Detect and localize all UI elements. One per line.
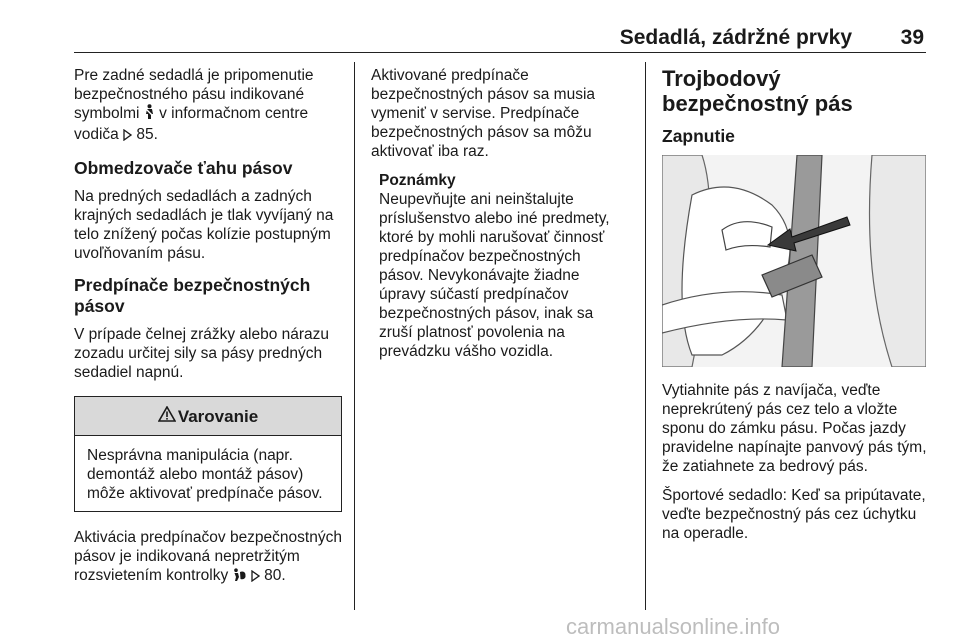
page-reference-icon[interactable]	[123, 127, 132, 146]
warning-triangle-icon	[158, 406, 178, 426]
warning-box	[74, 396, 342, 512]
column-divider	[354, 62, 355, 610]
paragraph-activated-pretensioners: Aktivované predpínače bezpečnostných pásov sa musia vymeniť v servise. Predpínače bezpečnostných pásov sa môžu aktivovať iba raz.	[371, 67, 596, 160]
note-block	[371, 171, 621, 361]
heading-fastening: Zapnutie	[662, 126, 735, 146]
paragraph-sport-seat: Športové sedadlo: Keď sa pripútavate, veďte bezpečnostný pás cez úchytku na operadle.	[662, 487, 926, 542]
heading-belt-force-limiters: Obmedzovače ťahu pásov	[74, 158, 293, 178]
seat-belt-reminder-icon	[144, 104, 155, 125]
page-number: 39	[900, 26, 924, 49]
warning-text: Nesprávna manipulácia (napr. demontáž alebo montáž pásov) môže aktivovať predpínače pásov.	[87, 447, 323, 502]
intro-paragraph: Pre zadné sedadlá je pripomenutie bezpečnostného pásu indikované symbolmi v informačnom centre vodiča 85.	[74, 66, 342, 146]
activation-paragraph: Aktivácia predpínačov bezpečnostných pásov je indikovaná nepretržitým rozsvietením kontrolky 80.	[74, 528, 342, 587]
column-divider	[645, 62, 646, 610]
paragraph-belt-pretensioners: V prípade čelnej zrážky alebo nárazu zozadu určitej sily sa pásy predných sedadiel napnú.	[74, 326, 330, 381]
seat-belt-illustration	[662, 155, 926, 367]
airbag-warning-icon	[233, 568, 247, 587]
note-title: Poznámky	[379, 172, 456, 189]
paragraph-fastening: Vytiahnite pás z navíjača, veďte neprekrútený pás cez telo a vložte sponu do zámku pásu. Počas jazdy pravidelne napínajte panvový pás tým, že zatiahnete za bedrový pás.	[662, 382, 927, 475]
header-rule	[74, 52, 926, 53]
warning-header	[75, 397, 341, 436]
column-1	[74, 66, 342, 597]
page-reference-icon[interactable]	[251, 568, 260, 587]
heading-three-point-belt: Trojbodový bezpečnostný pás	[662, 66, 853, 116]
heading-belt-pretensioners: Predpínače bezpečnostných pásov	[74, 275, 311, 316]
paragraph-belt-force-limiters: Na predných sedadlách a zadných krajných sedadlách je tlak vyvíjaný na telo znížený počas kolízie postupným uvoľňovaním pásu.	[74, 188, 334, 262]
warning-title: Varovanie	[177, 406, 259, 426]
watermark: carmanualsonline.info	[566, 614, 781, 639]
header-title: Sedadlá, zádržné prvky	[619, 26, 852, 49]
note-text: Neupevňujte ani neinštalujte príslušenstvo alebo iné predmety, ktoré by mohli narušovať činnosť predpínačov bezpečnostných pásov. Nevykonávajte žiadne úpravy súčastí predpínačov bezpečnostných pásov, inak sa zruší platnosť povolenia na prevádzku vášho vozidla.	[379, 191, 610, 360]
column-3	[662, 66, 927, 553]
column-2	[371, 66, 621, 361]
